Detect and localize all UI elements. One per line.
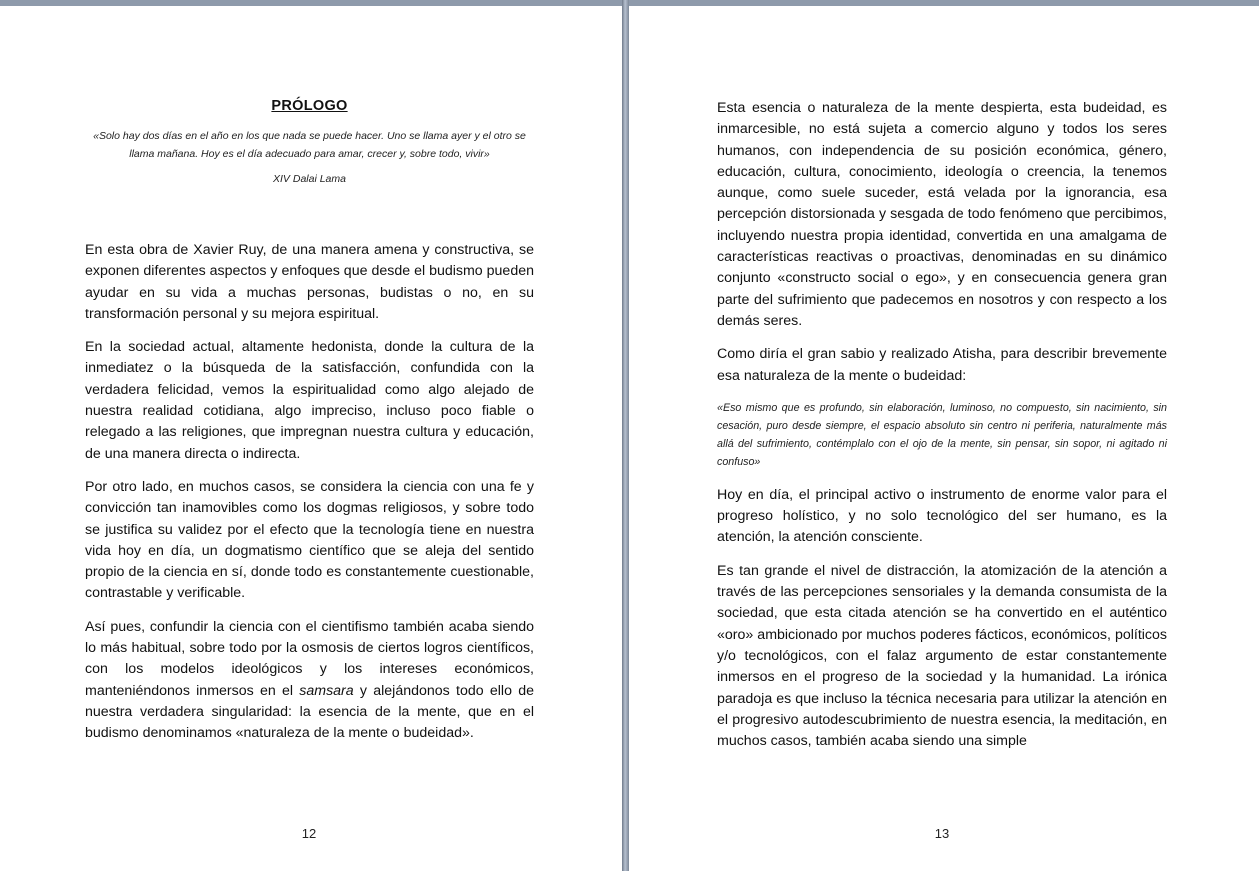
paragraph: Por otro lado, en muchos casos, se considera la ciencia con una fe y convicción tan inamovibles como los dogmas religiosos, y sobre todo se justifica su validez por el efecto que la tecnología tiene en nuestra vida hoy en día, un dogmatismo científico que se aleja del sentido propio de la ciencia en sí, donde todo es constantemente cuestionable, contrastable y verificable. xyxy=(85,478,534,602)
page-gutter xyxy=(622,0,629,871)
page-title: PRÓLOGO xyxy=(271,98,348,114)
right-page xyxy=(629,6,1259,871)
paragraph xyxy=(85,617,534,745)
block-quote: «Eso mismo que es profundo, sin elaboración, luminoso, no compuesto, sin nacimiento, sin cesación, puro desde siempre, el espacio absoluto sin centro ni periferia, naturalmente más allá del sufrimiento, contémplalo con el ojo de la mente, sin pensar, sin sopor, ni agitado ni confuso» xyxy=(717,401,1167,468)
page-number: 13 xyxy=(934,826,950,841)
right-page-content xyxy=(717,98,1167,764)
paragraph-text: y alejándonos todo ello de nuestra verdadera singularidad: la esencia de la mente, que en el budismo denominamos «naturaleza de la mente o budeidad». xyxy=(85,682,534,742)
paragraph: Como diría el gran sabio y realizado Atisha, para describir brevemente esa naturaleza de la mente o budeidad: xyxy=(717,346,1167,384)
paragraph-text: Así pues, confundir la ciencia con el cientifismo también acaba siendo lo más habitual, sobre todo por la osmosis de ciertos logros científicos, con los modelos ideológicos y los intereses económicos, manteniéndonos inmersos en el xyxy=(85,618,534,699)
paragraph: En la sociedad actual, altamente hedonista, donde la cultura de la inmediatez o la búsqueda de la satisfacción, confundida con la verdadera felicidad, vemos la espiritualidad como algo alejado de nuestra realidad cotidiana, algo impreciso, incluso poco fiable o relegado a las religiones, que impregnan nuestra cultura y educación, de una manera directa o indirecta. xyxy=(85,339,534,462)
page-number: 12 xyxy=(301,826,317,841)
italic-term: samsara xyxy=(299,682,354,699)
paragraph: Es tan grande el nivel de distracción, la atomización de la atención a través de las percepciones sensoriales y la demanda consumista de la sociedad, que esta citada atención se ha convertido en el auténtico «oro» ambicionado por muchos poderes fácticos, económicos, políticos y/o tecnológicos, con el falaz argumento de estar constantemente inmersos en el progreso de la sociedad y la humanidad. La irónica paradoja es que incluso la técnica necesaria para utilizar la atención en el progresivo autodescubrimiento de nuestra esencia, la meditación, en muchos casos, también acaba siendo una simple xyxy=(717,562,1167,750)
paragraph: Esta esencia o naturaleza de la mente despierta, esta budeidad, es inmarcesible, no está sujeta a comercio alguno y todos los seres humanos, con independencia de su posición económica, género, educación, cultura, conocimiento, ideología o creencia, la tenemos aunque, como suele suceder, está velada por la ignorancia, esa percepción distorsionada y sesgada de todo fenómeno que percibimos, incluyendo nuestra propia identidad, convertida en una amalgama de características reactivas o proactivas, denominadas en su dinámico conjunto «constructo social o ego», y en consecuencia genera gran parte del sufrimiento que padecemos en nosotros y con respecto a los demás seres. xyxy=(717,100,1167,329)
paragraph: Hoy en día, el principal activo o instrumento de enorme valor para el progreso holístico, y no solo tecnológico del ser humano, es la atención, la atención consciente. xyxy=(717,486,1167,546)
epigraph: «Solo hay dos días en el año en los que nada se puede hacer. Uno se llama ayer y el otro se llama mañana. Hoy es el día adecuado para amar, crecer y, sobre todo, vivir» xyxy=(93,130,526,160)
left-page xyxy=(0,6,622,871)
left-page-content xyxy=(85,98,534,757)
epigraph-author: XIV Dalai Lama xyxy=(273,173,346,185)
paragraph: En esta obra de Xavier Ruy, de una manera amena y constructiva, se exponen diferentes aspectos y enfoques que desde el budismo pueden ayudar en su vida a muchas personas, budistas o no, en su transformación personal y su mejora espiritual. xyxy=(85,242,534,322)
